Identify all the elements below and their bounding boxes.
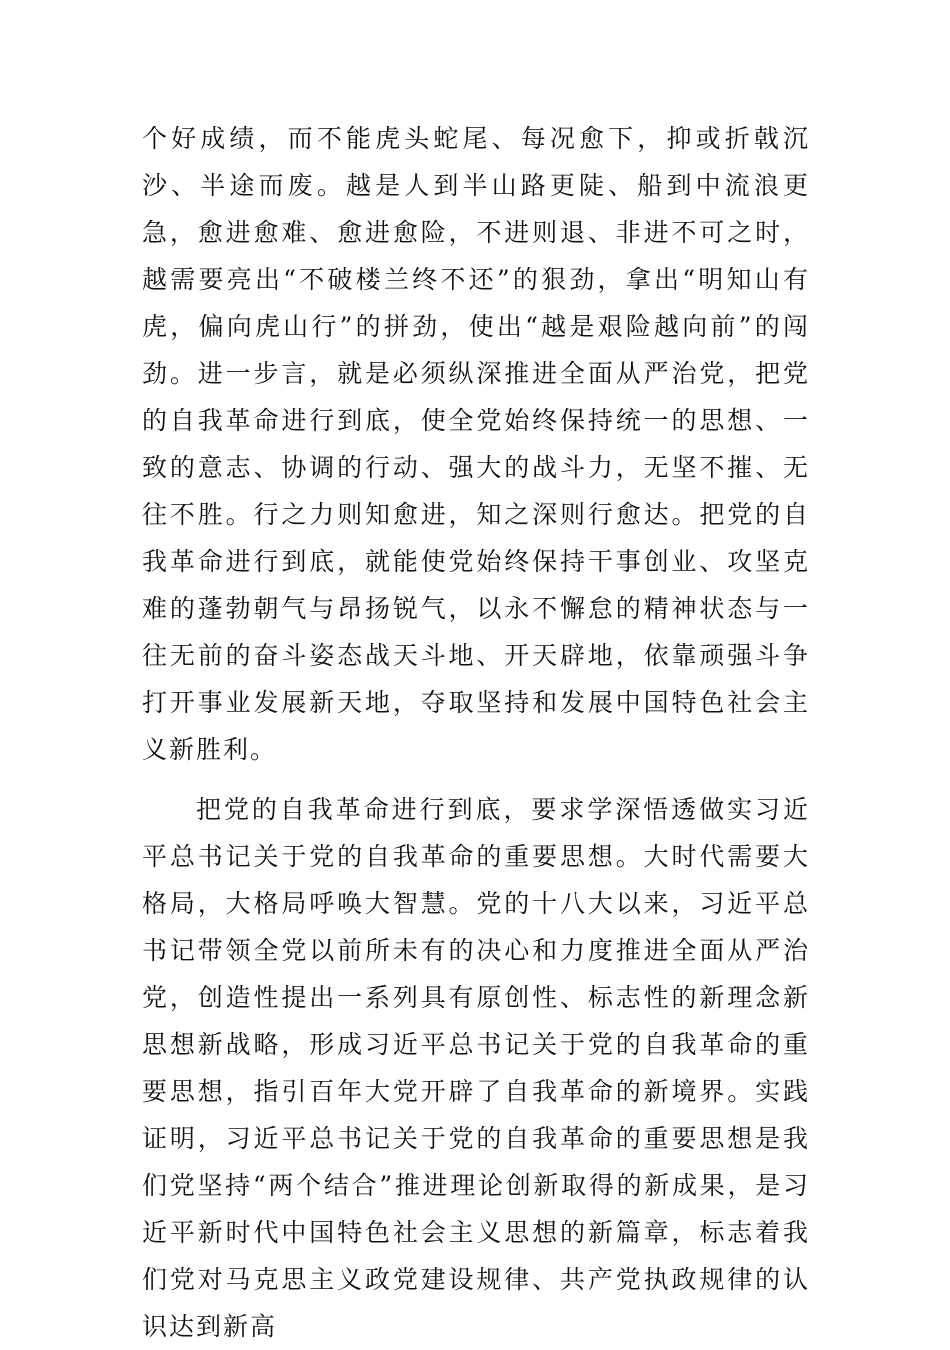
document-body	[142, 115, 810, 1350]
paragraph-continued: 个好成绩，而不能虎头蛇尾、每况愈下，抑或折戟沉沙、半途而废。越是人到半山路更陡、船到中流浪更急，愈进愈难、愈进愈险，不进则退、非进不可之时，越需要亮出“不破楼兰终不还”的狠劲，拿出“明知山有虎，偏向虎山行”的拼劲，使出“越是艰险越向前”的闯劲。进一步言，就是必须纵深推进全面从严治党，把党的自我革命进行到底，使全党始终保持统一的思想、一致的意志、协调的行动、强大的战斗力，无坚不摧、无往不胜。行之力则知愈进，知之深则行愈达。把党的自我革命进行到底，就能使党始终保持干事创业、攻坚克难的蓬勃朝气与昂扬锐气，以永不懈怠的精神状态与一往无前的奋斗姿态战天斗地、开天辟地，依靠顽强斗争打开事业发展新天地，夺取坚持和发展中国特色社会主义新胜利。	[142, 124, 810, 764]
paragraph: 把党的自我革命进行到底，要求学深悟透做实习近平总书记关于党的自我革命的重要思想。大时代需要大格局，大格局呼唤大智慧。党的十八大以来，习近平总书记带领全党以前所未有的决心和力度推进全面从严治党，创造性提出一系列具有原创性、标志性的新理念新思想新战略，形成习近平总书记关于党的自我革命的重要思想，指引百年大党开辟了自我革命的新境界。实践证明，习近平总书记关于党的自我革命的重要思想是我们党坚持“两个结合”推进理论创新取得的新成果，是习近平新时代中国特色社会主义思想的新篇章，标志着我们党对马克思主义政党建设规律、共产党执政规律的认识达到新高	[142, 795, 810, 1341]
